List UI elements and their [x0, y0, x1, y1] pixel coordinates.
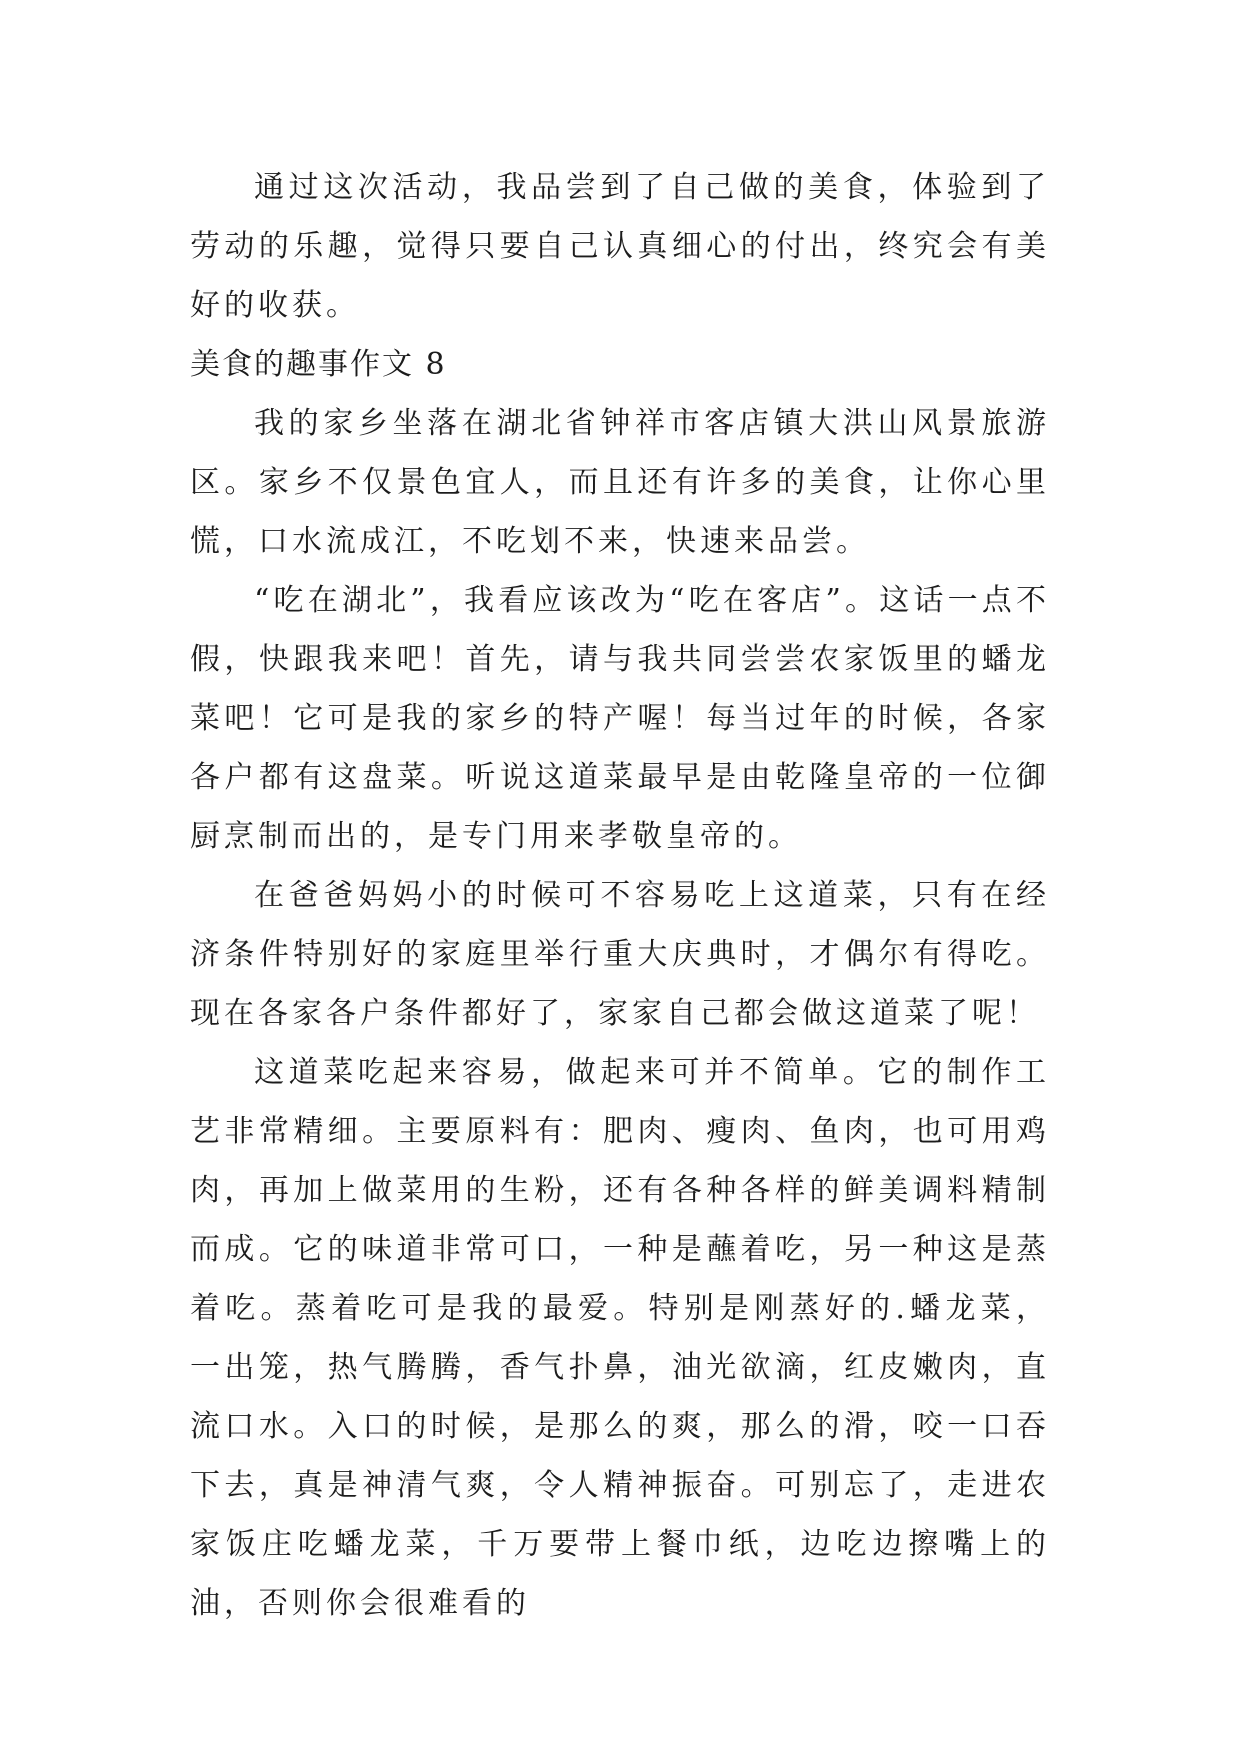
document-body: [190, 158, 1050, 1633]
paragraph: 这道菜吃起来容易，做起来可并不简单。它的制作工艺非常精细。主要原料有：肥肉、瘦肉、鱼肉，也可用鸡肉，再加上做菜用的生粉，还有各种各样的鲜美调料精制而成。它的味道非常可口，一种是蘸着吃，另一种这是蒸着吃。蒸着吃可是我的最爱。特别是刚蒸好的.蟠龙菜，一出笼，热气腾腾，香气扑鼻，油光欲滴，红皮嫩肉，直流口水。入口的时候，是那么的爽，那么的滑，咬一口吞下去，真是神清气爽，令人精神振奋。可别忘了，走进农家饭庄吃蟠龙菜，千万要带上餐巾纸，边吃边擦嘴上的油，否则你会很难看的: [190, 1055, 1050, 1621]
paragraph: “吃在湖北”，我看应该改为“吃在客店”。这话一点不假，快跟我来吧！首先，请与我共同尝尝农家饭里的蟠龙菜吧！它可是我的家乡的特产喔！每当过年的时候，各家各户都有这盘菜。听说这道菜最早是由乾隆皇帝的一位御厨烹制而出的，是专门用来孝敬皇帝的。: [190, 583, 1050, 854]
section-title: 美食的趣事作文 8: [190, 347, 447, 382]
paragraph: 我的家乡坐落在湖北省钟祥市客店镇大洪山风景旅游区。家乡不仅景色宜人，而且还有许多的美食，让你心里慌，口水流成江，不吃划不来，快速来品尝。: [190, 406, 1050, 559]
paragraph: 在爸爸妈妈小的时候可不容易吃上这道菜，只有在经济条件特别好的家庭里举行重大庆典时，才偶尔有得吃。现在各家各户条件都好了，家家自己都会做这道菜了呢！: [190, 878, 1050, 1031]
paragraph: 通过这次活动，我品尝到了自己做的美食，体验到了劳动的乐趣，觉得只要自己认真细心的付出，终究会有美好的收获。: [190, 170, 1050, 323]
